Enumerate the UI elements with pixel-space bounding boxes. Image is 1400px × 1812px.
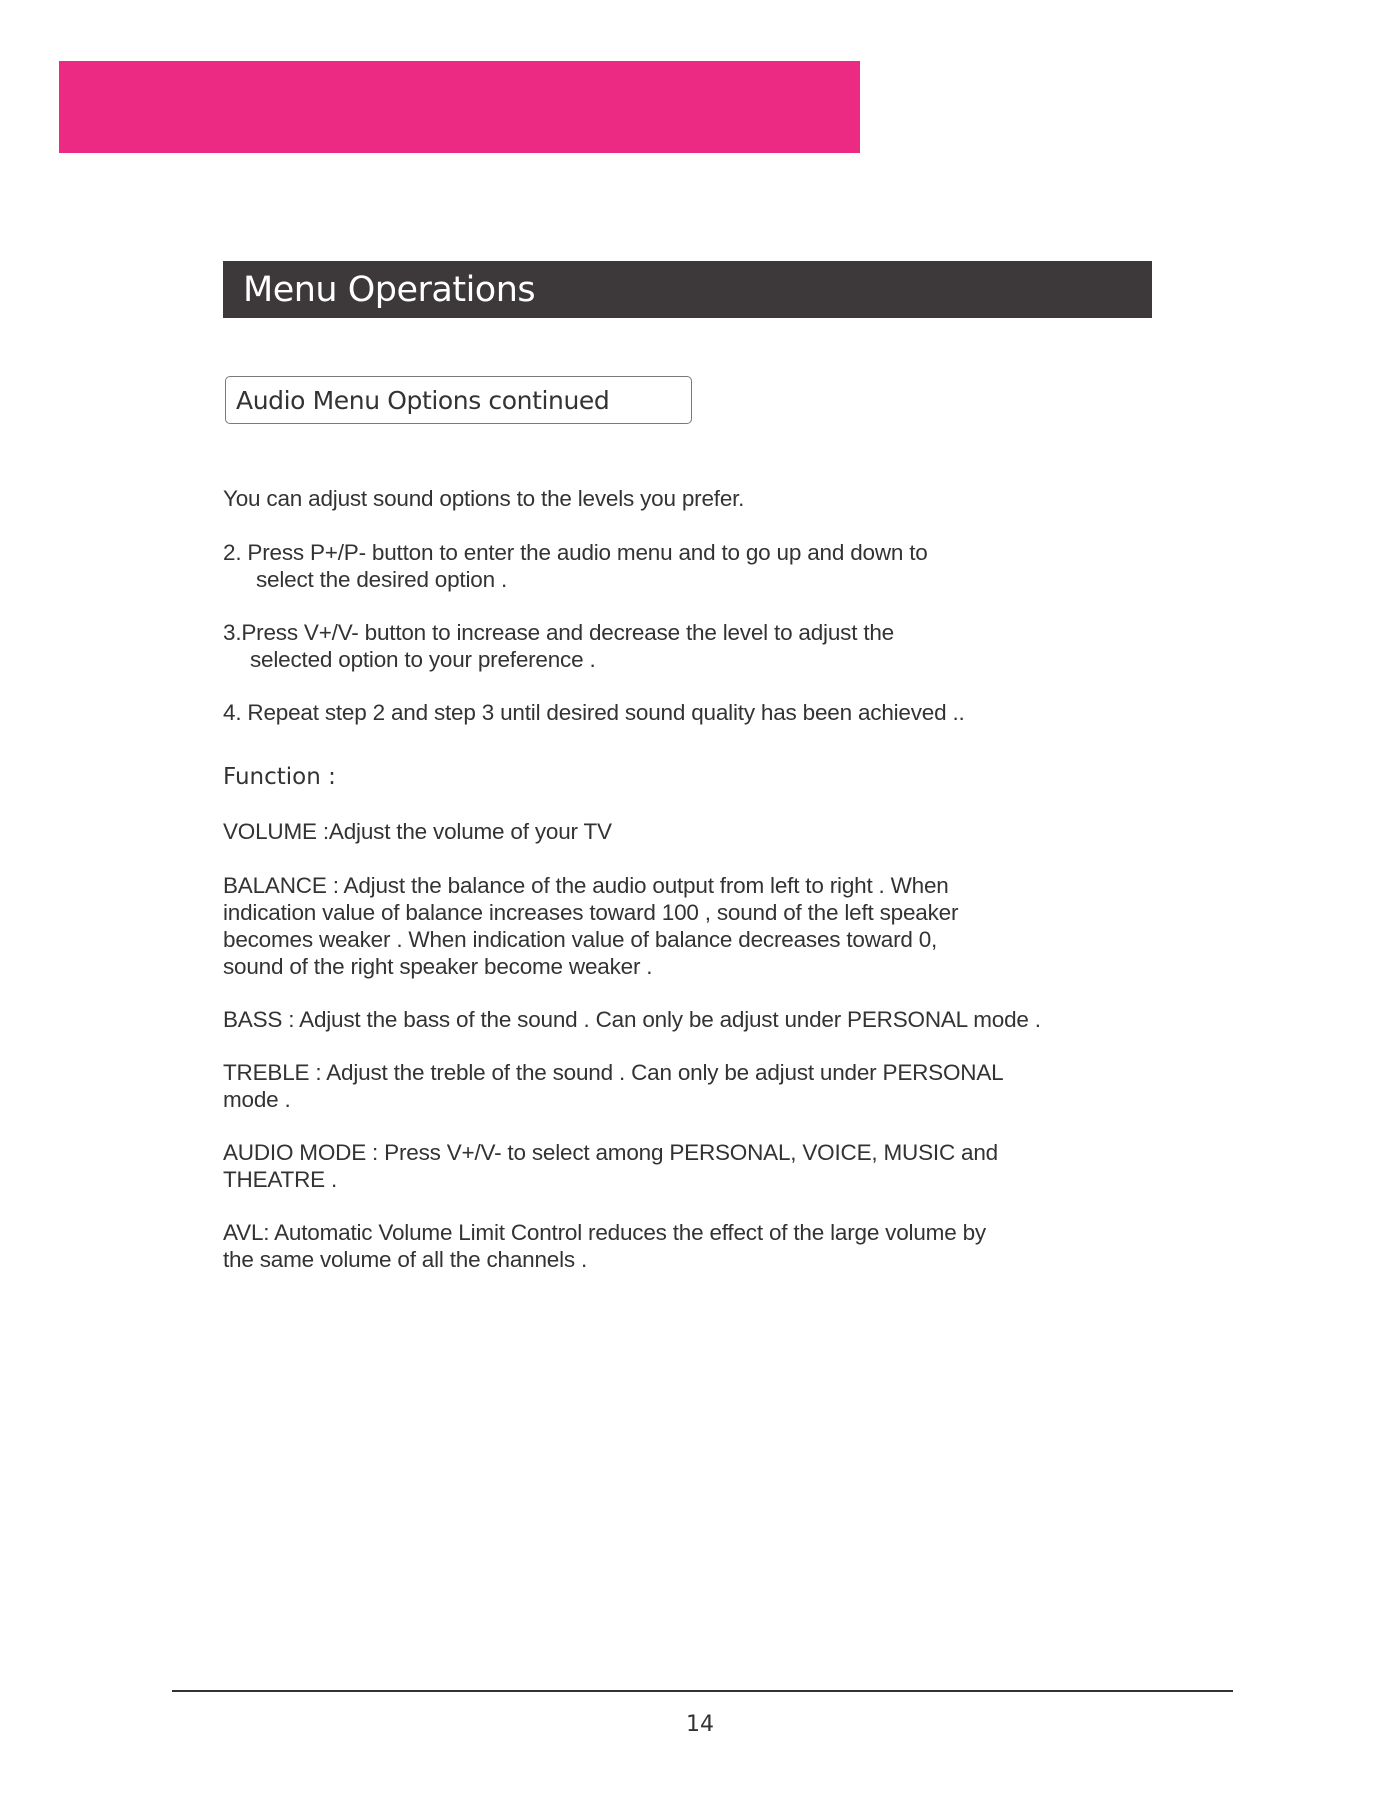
step-2-line-1: 2. Press P+/P- button to enter the audio menu and to go up and down to xyxy=(223,540,928,565)
section-title: Menu Operations xyxy=(243,269,536,310)
bass-text: BASS : Adjust the bass of the sound . Can only be adjust under PERSONAL mode . xyxy=(223,1007,1041,1032)
audio-mode-line-1: AUDIO MODE : Press V+/V- to select among PERSONAL, VOICE, MUSIC and xyxy=(223,1140,998,1165)
audio-mode-line-2: THEATRE . xyxy=(223,1167,338,1192)
balance-line-4: sound of the right speaker become weaker . xyxy=(223,954,653,979)
function-heading: Function : xyxy=(223,764,336,790)
subsection-header xyxy=(225,376,692,424)
balance-line-1: BALANCE : Adjust the balance of the audio output from left to right . When xyxy=(223,873,949,898)
volume-text: VOLUME :Adjust the volume of your TV xyxy=(223,819,612,844)
section-header xyxy=(223,261,1152,318)
balance-line-3: becomes weaker . When indication value of balance decreases toward 0, xyxy=(223,927,938,952)
avl-line-2: the same volume of all the channels . xyxy=(223,1247,588,1272)
avl-line-1: AVL: Automatic Volume Limit Control reduces the effect of the large volume by xyxy=(223,1220,986,1245)
footer-divider xyxy=(172,1690,1233,1692)
step-3-line-1: 3.Press V+/V- button to increase and decrease the level to adjust the xyxy=(223,620,894,645)
step-4: 4. Repeat step 2 and step 3 until desired sound quality has been achieved .. xyxy=(223,700,965,725)
page-number: 14 xyxy=(686,1712,714,1737)
header-banner xyxy=(59,61,860,153)
treble-line-2: mode . xyxy=(223,1087,291,1112)
balance-line-2: indication value of balance increases toward 100 , sound of the left speaker xyxy=(223,900,959,925)
subsection-title: Audio Menu Options continued xyxy=(236,385,610,415)
step-2-line-2: select the desired option . xyxy=(256,567,508,592)
step-3-line-2: selected option to your preference . xyxy=(250,647,596,672)
treble-line-1: TREBLE : Adjust the treble of the sound . Can only be adjust under PERSONAL xyxy=(223,1060,1004,1085)
intro-text: You can adjust sound options to the levels you prefer. xyxy=(223,486,745,511)
